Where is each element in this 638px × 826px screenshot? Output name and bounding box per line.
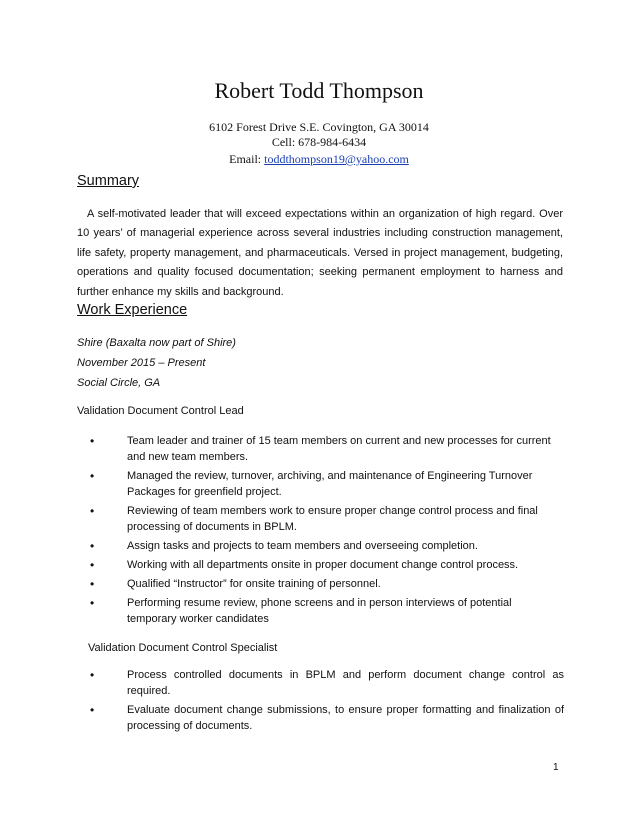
summary-paragraph xyxy=(77,205,563,302)
bullet-icon: • xyxy=(90,596,95,610)
role-title: Validation Document Control Specialist xyxy=(88,642,278,654)
list-item xyxy=(0,667,564,699)
list-item xyxy=(0,433,564,465)
job-location: Social Circle, GA xyxy=(77,377,161,389)
bullet-icon: • xyxy=(90,577,95,591)
role-bullet-list xyxy=(0,667,638,737)
list-item xyxy=(0,595,564,627)
summary-heading: Summary xyxy=(77,173,140,189)
list-item-text: Performing resume review, phone screens and in person interviews of potential temporary worker candidates xyxy=(127,597,512,625)
bullet-icon: • xyxy=(90,504,95,518)
email-label: Email: xyxy=(229,152,265,166)
address-line: 6102 Forest Drive S.E. Covington, GA 30014 xyxy=(209,120,429,134)
list-item-text: Reviewing of team members work to ensure proper change control process and final processing of documents in BPLM. xyxy=(127,505,538,533)
role-bullet-list xyxy=(0,433,638,630)
list-item-text: Working with all departments onsite in proper document change control process. xyxy=(127,559,519,571)
role-title: Validation Document Control Lead xyxy=(77,405,244,417)
list-item-text: Qualified “Instructor” for onsite training of personnel. xyxy=(127,578,381,590)
page-number: 1 xyxy=(553,762,559,773)
list-item xyxy=(0,468,564,500)
summary-text: A self-motivated leader that will exceed expectations within an organization of high regard. Over 10 years’ of managerial experience across several industries including construction management, life safety, property management, and pharmaceuticals. Versed in project management, budgeting, operations and quality focused documentation; seeking permanent employment to harness and further enhance my skills and background. xyxy=(77,208,563,298)
employment-dates: November 2015 – Present xyxy=(77,357,206,369)
list-item xyxy=(0,503,564,535)
list-item-text: Managed the review, turnover, archiving, and maintenance of Engineering Turnover Packages for greenfield project. xyxy=(127,470,533,498)
list-item-text: Process controlled documents in BPLM and perform document change control as required. xyxy=(127,669,564,697)
email-line xyxy=(0,152,638,167)
bullet-icon: • xyxy=(90,668,95,682)
candidate-name: Robert Todd Thompson xyxy=(214,78,424,103)
bullet-icon: • xyxy=(90,469,95,483)
email-link[interactable]: toddthompson19@yahoo.com xyxy=(264,152,409,166)
list-item xyxy=(0,538,564,554)
list-item xyxy=(0,576,564,592)
list-item-text: Evaluate document change submissions, to ensure proper formatting and finalization of processing of documents. xyxy=(127,704,564,732)
bullet-icon: • xyxy=(90,703,95,717)
list-item-text: Team leader and trainer of 15 team members on current and new processes for current and new team members. xyxy=(127,435,551,463)
work-experience-heading: Work Experience xyxy=(77,302,188,318)
bullet-icon: • xyxy=(90,539,95,553)
bullet-icon: • xyxy=(90,558,95,572)
list-item-text: Assign tasks and projects to team members and overseeing completion. xyxy=(127,540,478,552)
list-item xyxy=(0,557,564,573)
bullet-icon: • xyxy=(90,434,95,448)
list-item xyxy=(0,702,564,734)
company-name: Shire (Baxalta now part of Shire) xyxy=(77,337,236,349)
cell-line: Cell: 678-984-6434 xyxy=(271,135,367,149)
